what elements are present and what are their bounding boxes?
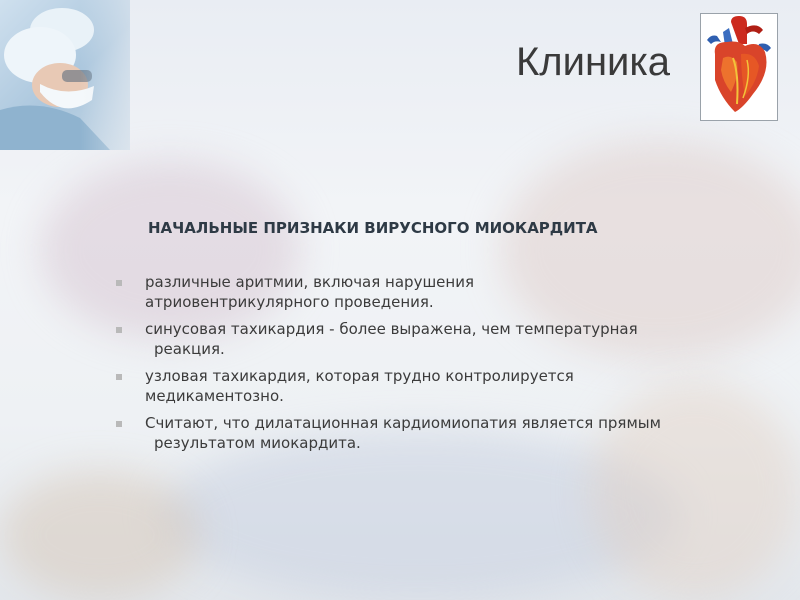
heart-anatomy-icon: [701, 14, 777, 120]
list-item: [112, 413, 762, 453]
list-item-line: узловая тахикардия, которая трудно контролируется: [145, 367, 574, 385]
list-item-line: атриовентрикулярного проведения.: [145, 293, 434, 311]
symptom-list: [112, 272, 762, 460]
list-item: [112, 319, 762, 359]
slide-title: Клиника: [515, 40, 670, 84]
bullet-marker: [116, 374, 122, 380]
surgeons-photo: [0, 0, 130, 150]
list-item-line: медикаментозно.: [145, 387, 284, 405]
list-item-line: Считают, что дилатационная кардиомиопатия является прямым: [145, 414, 661, 432]
section-heading: НАЧАЛЬНЫЕ ПРИЗНАКИ ВИРУСНОГО МИОКАРДИТА: [148, 219, 598, 237]
list-item-line: результатом миокардита.: [154, 434, 361, 452]
list-item-line: реакция.: [154, 340, 225, 358]
list-item-line: синусовая тахикардия - более выражена, чем температурная: [145, 320, 638, 338]
background-decoration: [0, 470, 200, 600]
list-item: [112, 272, 762, 312]
bullet-marker: [116, 327, 122, 333]
bullet-marker: [116, 421, 122, 427]
heart-picture: [700, 13, 778, 121]
list-item: [112, 366, 762, 406]
bullet-marker: [116, 280, 122, 286]
list-item-line: различные аритмии, включая нарушения: [145, 273, 474, 291]
